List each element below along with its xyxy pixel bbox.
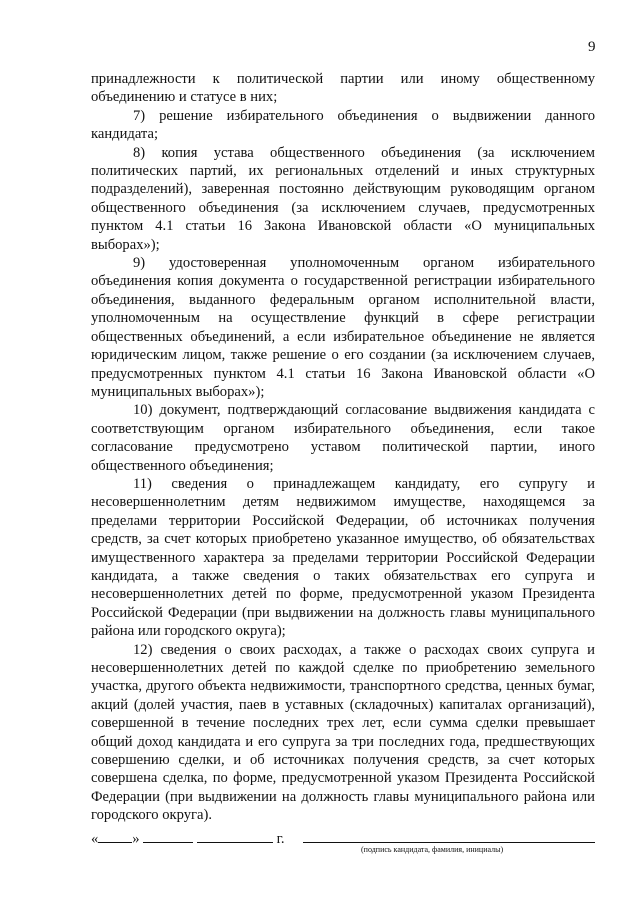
paragraph-item-8: 8) копия устава общественного объединения (за исключением политических партий, их региональных отделений и иных структурных подразделений), заверенная постоянно действующим руководящим органом общественного объединения (за исключением случаев, предусмотренных пунктом 4.1 статьи 16 Закона Ивановской области «О муниципальных выборах»); bbox=[91, 144, 595, 253]
year-suffix: г. bbox=[276, 830, 285, 847]
date-quote-open: « bbox=[91, 830, 99, 847]
month-blank bbox=[143, 829, 193, 843]
signature-date bbox=[91, 829, 285, 848]
page-number: 9 bbox=[588, 39, 596, 55]
day-blank bbox=[98, 829, 132, 843]
signature-field bbox=[303, 842, 595, 843]
signature-caption: (подпись кандидата, фамилия, инициалы) bbox=[361, 844, 504, 854]
date-quote-close: » bbox=[132, 830, 140, 847]
year-blank bbox=[197, 829, 273, 843]
document-body bbox=[91, 70, 595, 869]
paragraph-item-10: 10) документ, подтверждающий согласование выдвижения кандидата с соответствующим органом избирательного объединения, если такое согласование предусмотрено уставом политической партии, иного общественного объединения; bbox=[91, 402, 595, 474]
signature-block bbox=[91, 829, 595, 869]
paragraph-item-11: 11) сведения о принадлежащем кандидату, его супругу и несовершеннолетним детям недвижимом имуществе, находящемся за пределами территории Российской Федерации, об источниках получения средств, за счет которых приобретено указанное имущество, об обязательствах имущественного характера за пределами территории Российской Федерации кандидата, а также сведения о таких обязательствах его супруга и несовершеннолетних детей по форме, предусмотренной указом Президента Российской Федерации (при выдвижении на должность главы муниципального района или городского округа); bbox=[91, 475, 595, 640]
paragraph-continuation: принадлежности к политической партии или иному общественному объединению и статусе в них; bbox=[91, 71, 595, 106]
paragraph-item-7: 7) решение избирательного объединения о выдвижении данного кандидата; bbox=[91, 107, 595, 143]
paragraph-item-9: 9) удостоверенная уполномоченным органом избирательного объединения копия документа о государственной регистрации избирательного объединения, выданного федеральным органом исполнительной власти, уполномоченным на осуществление функций в сфере регистрации общественных объединений, а если избирательное объединение не является юридическим лицом, также решение о его создании (за исключением случаев, предусмотренных пунктом 4.1 статьи 16 Закона Ивановской области «О муниципальных выборах»); bbox=[91, 255, 595, 400]
paragraph-item-12: 12) сведения о своих расходах, а также о расходах своих супруга и несовершеннолетних детей по каждой сделке по приобретению земельного участка, другого объекта недвижимости, транспортного средства, ценных бумаг, акций (долей участия, паев в уставных (складочных) капиталах организаций), совершенной в течение последних трех лет, если сумма сделки превышает общий доход кандидата и его супруга за три последних года, предшествующих совершению сделки, и об источниках получения средств, за счет которых совершена сделка, по форме, предусмотренной указом Президента Российской Федерации (при выдвижении на должность главы муниципального района или городского округа). bbox=[91, 641, 595, 824]
